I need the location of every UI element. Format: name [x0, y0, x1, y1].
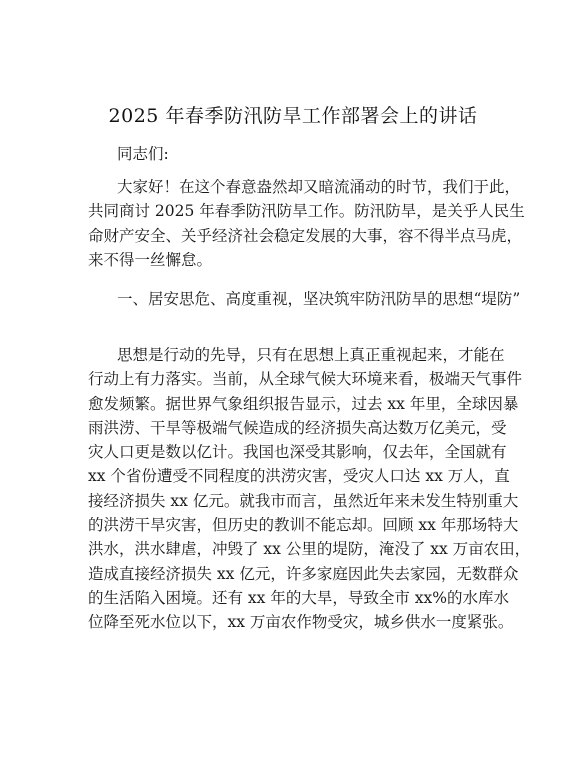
paragraph-line: 造成直接经济损失 xx 亿元，许多家庭因此失去家园，无数群众: [88, 564, 519, 583]
section-heading-1: 一、居安思危、高度重视，坚决筑牢防汛防旱的思想“堤防”: [117, 290, 521, 308]
paragraph-line: 的洪涝干旱灾害，但历史的教训不能忘却。回顾 xx 年那场特大: [88, 516, 519, 535]
paragraph-line: 接经济损失 xx 亿元。就我市而言，虽然近年来未发生特别重大: [88, 491, 519, 510]
paragraph-line: 大家好！在这个春意盎然却又暗流涌动的时节，我们于此，: [117, 178, 521, 196]
paragraph-section-1: [88, 343, 531, 635]
paragraph-line: 命财产安全、关乎经济社会稳定发展的大事，容不得半点马虎，: [88, 226, 523, 245]
paragraph-line: 愈发频繁。据世界气象组织报告显示，过去 xx 年里，全球因暴: [88, 394, 519, 413]
paragraph-line: 位降至死水位以下，xx 万亩农作物受灾，城乡供水一度紧张。: [88, 613, 514, 632]
paragraph-intro: [88, 175, 525, 272]
document-title: 2025 年春季防汛防旱工作部署会上的讲话: [108, 105, 478, 127]
paragraph-line: 雨洪涝、干旱等极端气候造成的经济损失高达数万亿美元，受: [88, 418, 507, 437]
paragraph-line: 灾人口更是数以亿计。我国也深受其影响，仅去年，全国就有: [88, 443, 507, 462]
salutation: 同志们:: [117, 145, 169, 163]
paragraph-line: 共同商讨 2025 年春季防汛防旱工作。防汛防旱，是关乎人民生: [88, 202, 525, 221]
paragraph-line: 思想是行动的先导，只有在思想上真正重视起来，才能在: [117, 346, 505, 364]
paragraph-line: 来不得一丝懈怠。: [88, 250, 213, 269]
paragraph-line: 行动上有力落实。当前，从全球气候大环境来看，极端天气事件: [88, 370, 523, 389]
paragraph-line: 洪水，洪水肆虐，冲毁了 xx 公里的堤防，淹没了 xx 万亩农田，: [88, 540, 531, 559]
paragraph-line: xx 个省份遭受不同程度的洪涝灾害，受灾人口达 xx 万人，直: [88, 467, 510, 486]
paragraph-line: 的生活陷入困境。还有 xx 年的大旱，导致全市 xx%的水库水: [88, 588, 509, 607]
